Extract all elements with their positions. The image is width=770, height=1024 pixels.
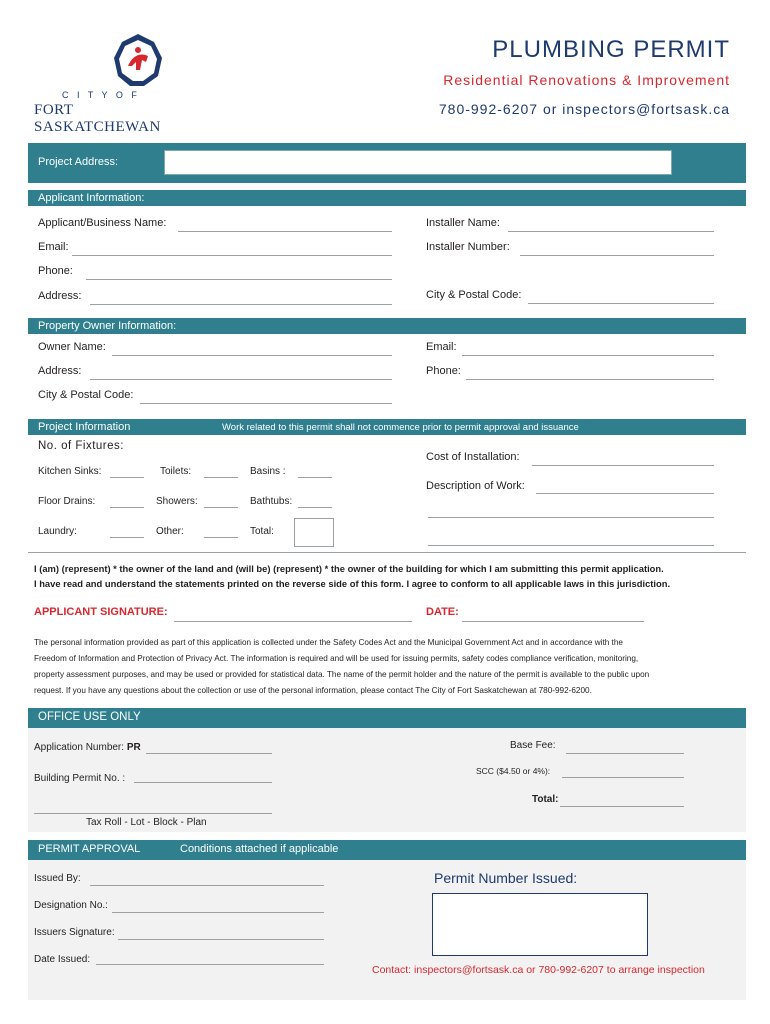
base-fee-field[interactable] bbox=[566, 753, 684, 754]
showers-field[interactable] bbox=[204, 507, 238, 508]
privacy-line-1: The personal information provided as part of this application is collected under the Safety Codes Act and the Municipal Government Act and in accordance with the bbox=[34, 638, 623, 647]
applicant-address-label: Address: bbox=[38, 290, 82, 302]
header-contact: 780-992-6207 or inspectors@fortsask.ca bbox=[438, 101, 730, 117]
other-field[interactable] bbox=[204, 537, 238, 538]
owner-heading: Property Owner Information: bbox=[38, 320, 177, 332]
applicant-address-field[interactable] bbox=[90, 304, 392, 305]
laundry-field[interactable] bbox=[110, 537, 144, 538]
issued-by-field[interactable] bbox=[90, 885, 324, 886]
tax-roll-field[interactable] bbox=[34, 813, 272, 814]
total-fixtures-label: Total: bbox=[250, 526, 274, 537]
permit-number-box[interactable] bbox=[432, 893, 648, 956]
office-heading-bar bbox=[28, 708, 746, 728]
project-notice: Work related to this permit shall not commence prior to permit approval and issuance bbox=[222, 422, 579, 433]
building-permit-field[interactable] bbox=[134, 782, 272, 783]
issuer-signature-label: Issuers Signature: bbox=[34, 927, 115, 938]
description-field-2[interactable] bbox=[428, 517, 714, 518]
business-name-field[interactable] bbox=[178, 231, 392, 232]
scc-field[interactable] bbox=[562, 777, 684, 778]
permit-number-label: Permit Number Issued: bbox=[434, 870, 578, 886]
floor-drains-label: Floor Drains: bbox=[38, 496, 96, 507]
installer-number-field[interactable] bbox=[520, 255, 714, 256]
toilets-field[interactable] bbox=[204, 477, 238, 478]
issued-by-label: Issued By: bbox=[34, 873, 81, 884]
laundry-label: Laundry: bbox=[38, 526, 77, 537]
installer-name-label: Installer Name: bbox=[426, 217, 500, 229]
kitchen-sinks-label: Kitchen Sinks: bbox=[38, 466, 102, 477]
city-logo bbox=[30, 32, 200, 135]
privacy-line-3: property assessment purposes, and may be used or provided for statistical data. The name of the permit holder and the nature of the permit is available to the public upon bbox=[34, 670, 650, 679]
signature-label: APPLICANT SIGNATURE: bbox=[34, 606, 168, 618]
approval-heading: PERMIT APPROVAL bbox=[38, 843, 141, 855]
signature-field[interactable] bbox=[174, 621, 412, 622]
app-number-field[interactable] bbox=[146, 753, 272, 754]
app-number-prefix: PR bbox=[126, 742, 141, 753]
building-permit-label: Building Permit No. : bbox=[34, 773, 126, 784]
owner-phone-label: Phone: bbox=[426, 365, 461, 377]
base-fee-label: Base Fee: bbox=[510, 740, 556, 751]
owner-phone-field[interactable] bbox=[466, 379, 714, 380]
description-field-1[interactable] bbox=[536, 493, 714, 494]
applicant-heading: Applicant Information: bbox=[38, 192, 145, 204]
applicant-city-field[interactable] bbox=[528, 303, 714, 304]
bathtubs-field[interactable] bbox=[298, 507, 332, 508]
applicant-email-field[interactable] bbox=[72, 255, 392, 256]
page-subtitle: Residential Renovations & Improvement bbox=[443, 72, 730, 88]
designation-field[interactable] bbox=[112, 912, 324, 913]
section-divider bbox=[28, 552, 746, 553]
city-of-text: C I T Y O F bbox=[62, 90, 140, 100]
applicant-phone-field[interactable] bbox=[86, 279, 392, 280]
owner-address-label: Address: bbox=[38, 365, 82, 377]
date-field[interactable] bbox=[462, 621, 644, 622]
city-name-text: FORT SASKATCHEWAN bbox=[34, 102, 161, 135]
cost-field[interactable] bbox=[532, 465, 714, 466]
other-label: Other: bbox=[156, 526, 184, 537]
privacy-line-2: Freedom of Information and Protection of Privacy Act. The information is required and will be used for issuing permits, safety codes compliance verification, monitoring, bbox=[34, 654, 639, 663]
project-address-input[interactable] bbox=[164, 150, 672, 175]
project-heading-bar bbox=[28, 419, 746, 435]
app-number-text: Application Number: bbox=[34, 742, 127, 753]
declaration-line-2: I have read and understand the statements printed on the reverse side of this form. I agree to conform to all applicable laws in this jurisdiction. bbox=[34, 578, 671, 589]
owner-name-field[interactable] bbox=[112, 355, 392, 356]
office-total-field[interactable] bbox=[560, 806, 684, 807]
installer-name-field[interactable] bbox=[508, 231, 714, 232]
owner-email-label: Email: bbox=[426, 341, 457, 353]
owner-city-field[interactable] bbox=[140, 403, 392, 404]
tax-roll-label: Tax Roll - Lot - Block - Plan bbox=[86, 817, 207, 828]
floor-drains-field[interactable] bbox=[110, 507, 144, 508]
inspection-contact: Contact: inspectors@fortsask.ca or 780-992-6207 to arrange inspection bbox=[372, 964, 705, 976]
date-label: DATE: bbox=[426, 606, 459, 618]
office-total-label: Total: bbox=[532, 794, 559, 805]
privacy-line-4: request. If you have any questions about the collection or use of the personal information, please contact The City of Fort Saskatchewan at 780-992-6200. bbox=[34, 686, 592, 695]
fixtures-label: No. of Fixtures: bbox=[38, 440, 124, 452]
designation-label: Designation No.: bbox=[34, 900, 108, 911]
owner-email-field[interactable] bbox=[462, 355, 714, 356]
scc-label: SCC ($4.50 or 4%): bbox=[476, 766, 551, 776]
basins-label: Basins : bbox=[250, 466, 286, 477]
bathtubs-label: Bathtubs: bbox=[250, 496, 293, 507]
showers-label: Showers: bbox=[156, 496, 198, 507]
issuer-signature-field[interactable] bbox=[118, 939, 324, 940]
toilets-label: Toilets: bbox=[160, 466, 192, 477]
approval-heading-bar bbox=[28, 840, 746, 860]
applicant-heading-bar bbox=[28, 190, 746, 206]
date-issued-field[interactable] bbox=[96, 964, 324, 965]
date-issued-label: Date Issued: bbox=[34, 954, 91, 965]
approval-conditions: Conditions attached if applicable bbox=[180, 843, 339, 855]
applicant-email-label: Email: bbox=[38, 241, 69, 253]
description-label: Description of Work: bbox=[426, 480, 525, 492]
city-crest-icon bbox=[110, 32, 166, 88]
cost-label: Cost of Installation: bbox=[426, 451, 520, 463]
kitchen-sinks-field[interactable] bbox=[110, 477, 144, 478]
page-title: PLUMBING PERMIT bbox=[492, 36, 730, 63]
owner-name-label: Owner Name: bbox=[38, 341, 106, 353]
owner-address-field[interactable] bbox=[90, 379, 392, 380]
project-heading: Project Information bbox=[38, 421, 131, 433]
app-number-label bbox=[34, 742, 141, 753]
owner-city-label: City & Postal Code: bbox=[38, 389, 134, 401]
basins-field[interactable] bbox=[298, 477, 332, 478]
project-address-label: Project Address: bbox=[38, 156, 119, 168]
office-heading: OFFICE USE ONLY bbox=[38, 711, 141, 723]
business-name-label: Applicant/Business Name: bbox=[38, 217, 167, 229]
declaration-line-1: I (am) (represent) * the owner of the land and (will be) (represent) * the owner of the building for which I am submitting this permit application. bbox=[34, 563, 664, 574]
applicant-city-label: City & Postal Code: bbox=[426, 289, 522, 301]
description-field-3[interactable] bbox=[428, 545, 714, 546]
installer-number-label: Installer Number: bbox=[426, 241, 510, 253]
total-fixtures-box[interactable] bbox=[294, 518, 334, 547]
applicant-phone-label: Phone: bbox=[38, 265, 73, 277]
owner-heading-bar bbox=[28, 318, 746, 334]
